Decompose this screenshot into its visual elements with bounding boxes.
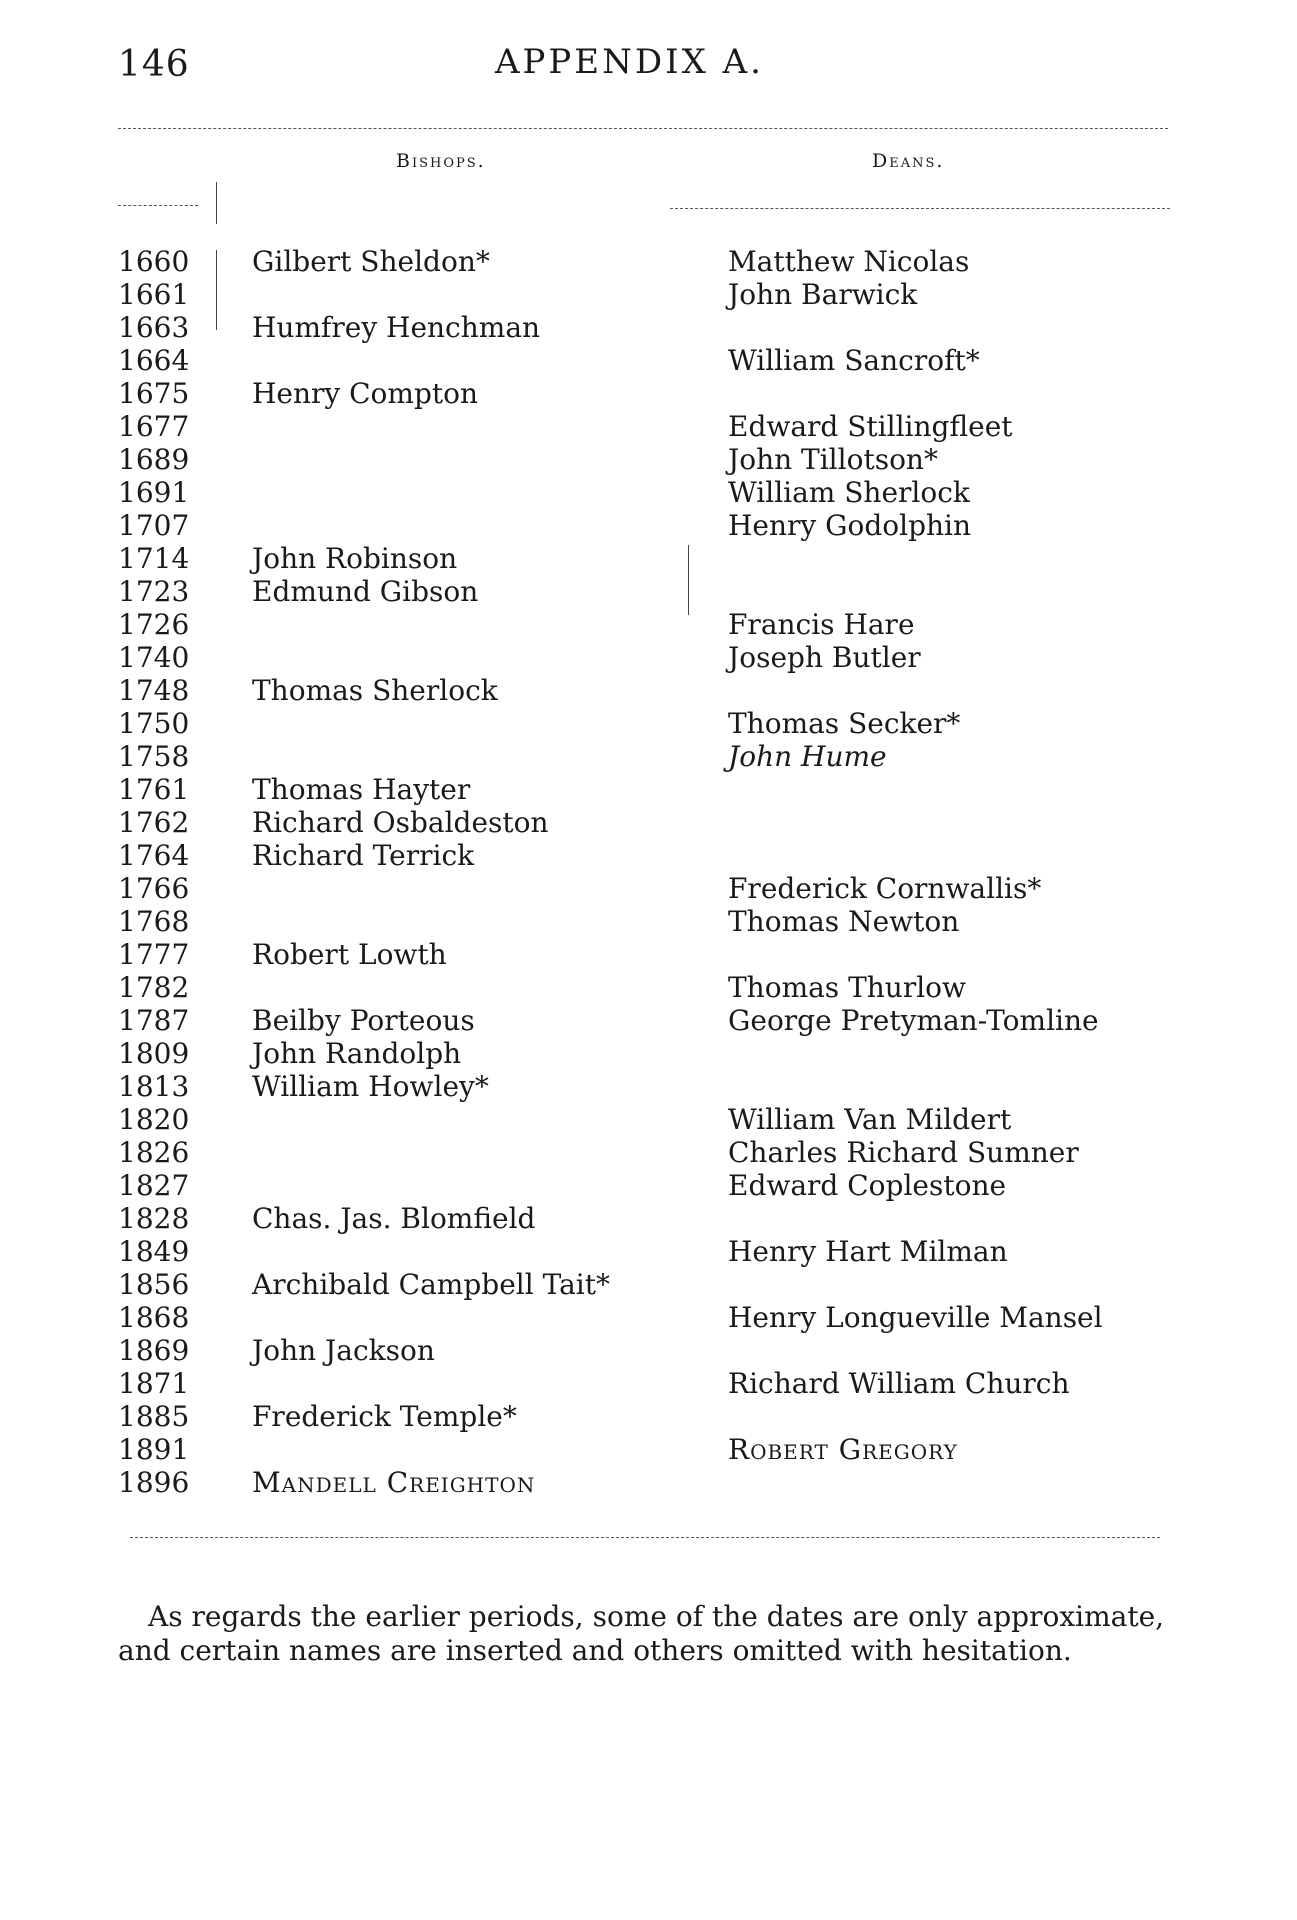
year: 1691 — [118, 476, 190, 509]
table-row — [118, 1466, 1178, 1499]
table-row — [118, 1367, 1178, 1400]
table-row — [118, 311, 1178, 344]
bishop-name: Robert Lowth — [252, 938, 447, 971]
dean-name: Henry Hart Milman — [728, 1235, 1008, 1268]
running-title: APPENDIX A. — [495, 42, 764, 82]
year: 1787 — [118, 1004, 190, 1037]
year: 1723 — [118, 575, 190, 608]
table-row — [118, 740, 1178, 773]
dean-name: Edward Stillingfleet — [728, 410, 1013, 443]
succession-table — [118, 245, 1178, 1499]
year: 1869 — [118, 1334, 190, 1367]
table-row — [118, 806, 1178, 839]
year: 1809 — [118, 1037, 190, 1070]
year: 1740 — [118, 641, 190, 674]
bishop-name: Mandell Creighton — [252, 1466, 536, 1499]
table-row — [118, 1268, 1178, 1301]
year: 1896 — [118, 1466, 190, 1499]
bishop-name: Archibald Campbell Tait* — [252, 1268, 610, 1301]
year: 1764 — [118, 839, 190, 872]
bottom-rule — [130, 1537, 1160, 1538]
dean-name: John Tillotson* — [728, 443, 938, 476]
dean-name: Thomas Thurlow — [728, 971, 966, 1004]
year: 1663 — [118, 311, 190, 344]
year: 1871 — [118, 1367, 190, 1400]
year: 1813 — [118, 1070, 190, 1103]
table-row — [118, 1136, 1178, 1169]
year: 1766 — [118, 872, 190, 905]
dean-name: Edward Coplestone — [728, 1169, 1007, 1202]
bishop-name: Henry Compton — [252, 377, 479, 410]
table-row — [118, 872, 1178, 905]
header-rule-right — [670, 208, 1170, 209]
bishop-name: John Jackson — [252, 1334, 435, 1367]
dean-name: Henry Longueville Mansel — [728, 1301, 1103, 1334]
column-divider — [216, 182, 217, 224]
table-row — [118, 1400, 1178, 1433]
year: 1868 — [118, 1301, 190, 1334]
dean-name: Robert Gregory — [728, 1433, 958, 1466]
table-row — [118, 905, 1178, 938]
dean-name: Charles Richard Sumner — [728, 1136, 1079, 1169]
dean-name: John Hume — [728, 740, 887, 773]
bishop-name: Thomas Sherlock — [252, 674, 498, 707]
table-row — [118, 938, 1178, 971]
dean-name: Joseph Butler — [728, 641, 921, 674]
bishop-name: Gilbert Sheldon* — [252, 245, 490, 278]
year: 1820 — [118, 1103, 190, 1136]
dean-name: Henry Godolphin — [728, 509, 972, 542]
year: 1885 — [118, 1400, 190, 1433]
dean-name: Matthew Nicolas — [728, 245, 970, 278]
table-row — [118, 344, 1178, 377]
bishop-name: Frederick Temple* — [252, 1400, 517, 1433]
dean-name: Thomas Newton — [728, 905, 960, 938]
year: 1777 — [118, 938, 190, 971]
table-row — [118, 1037, 1178, 1070]
bishop-name: Richard Osbaldeston — [252, 806, 549, 839]
header-rule-left — [118, 205, 198, 206]
year: 1675 — [118, 377, 190, 410]
dean-name: George Pretyman-Tomline — [728, 1004, 1099, 1037]
table-row — [118, 410, 1178, 443]
bishop-name: Beilby Porteous — [252, 1004, 475, 1037]
year: 1707 — [118, 509, 190, 542]
year: 1664 — [118, 344, 190, 377]
year: 1758 — [118, 740, 190, 773]
table-row — [118, 1301, 1178, 1334]
bishop-name: Humfrey Henchman — [252, 311, 541, 344]
table-row — [118, 377, 1178, 410]
table-row — [118, 1433, 1178, 1466]
dean-name: William Sancroft* — [728, 344, 980, 377]
table-row — [118, 509, 1178, 542]
year: 1827 — [118, 1169, 190, 1202]
table-row — [118, 476, 1178, 509]
table-row — [118, 1070, 1178, 1103]
deans-column-heading: Deans. — [872, 150, 945, 172]
year: 1856 — [118, 1268, 190, 1301]
footnote: As regards the earlier periods, some of the dates are only approximate, and certain names are inserted and others omitted with hesitation. — [118, 1600, 1165, 1667]
dean-name: John Barwick — [728, 278, 918, 311]
table-row — [118, 1235, 1178, 1268]
bishop-name: William Howley* — [252, 1070, 489, 1103]
table-row — [118, 278, 1178, 311]
table-row — [118, 674, 1178, 707]
year: 1726 — [118, 608, 190, 641]
year: 1826 — [118, 1136, 190, 1169]
year: 1828 — [118, 1202, 190, 1235]
table-row — [118, 1103, 1178, 1136]
year: 1849 — [118, 1235, 190, 1268]
year: 1661 — [118, 278, 190, 311]
dean-name: Thomas Secker* — [728, 707, 961, 740]
table-row — [118, 575, 1178, 608]
table-row — [118, 707, 1178, 740]
year: 1677 — [118, 410, 190, 443]
table-row — [118, 1202, 1178, 1235]
table-row — [118, 971, 1178, 1004]
table-row — [118, 839, 1178, 872]
table-row — [118, 542, 1178, 575]
page-number: 146 — [118, 44, 190, 85]
year: 1689 — [118, 443, 190, 476]
bishop-name: John Robinson — [252, 542, 458, 575]
table-row — [118, 773, 1178, 806]
table-row — [118, 608, 1178, 641]
table-row — [118, 1169, 1178, 1202]
year: 1660 — [118, 245, 190, 278]
top-rule — [118, 128, 1168, 129]
bishops-column-heading: Bishops. — [396, 150, 486, 172]
bishop-name: Thomas Hayter — [252, 773, 471, 806]
dean-name: Richard William Church — [728, 1367, 1070, 1400]
year: 1748 — [118, 674, 190, 707]
year: 1761 — [118, 773, 190, 806]
year: 1750 — [118, 707, 190, 740]
year: 1762 — [118, 806, 190, 839]
bishop-name: Edmund Gibson — [252, 575, 479, 608]
table-row — [118, 641, 1178, 674]
bishop-name: Chas. Jas. Blomfield — [252, 1202, 536, 1235]
bishop-name: Richard Terrick — [252, 839, 475, 872]
dean-name: Francis Hare — [728, 608, 915, 641]
year: 1782 — [118, 971, 190, 1004]
year: 1714 — [118, 542, 190, 575]
bishop-name: John Randolph — [252, 1037, 462, 1070]
dean-name: William Sherlock — [728, 476, 970, 509]
table-row — [118, 245, 1178, 278]
dean-name: William Van Mildert — [728, 1103, 1012, 1136]
year: 1891 — [118, 1433, 190, 1466]
table-row — [118, 443, 1178, 476]
dean-name: Frederick Cornwallis* — [728, 872, 1042, 905]
table-row — [118, 1004, 1178, 1037]
year: 1768 — [118, 905, 190, 938]
table-row — [118, 1334, 1178, 1367]
